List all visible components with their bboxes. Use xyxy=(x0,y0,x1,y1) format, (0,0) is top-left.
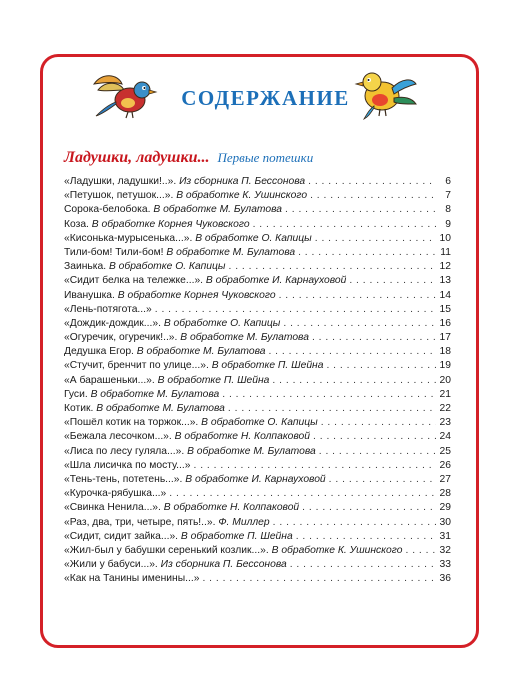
toc-entry[interactable] xyxy=(64,572,451,586)
toc-leader-dots xyxy=(326,359,436,373)
toc-leader-dots xyxy=(315,232,436,246)
section-title: Ладушки, ладушки... xyxy=(64,149,210,166)
toc-entry[interactable] xyxy=(64,374,451,388)
toc-entry[interactable] xyxy=(64,331,451,345)
toc-entry-author: Ф. Миллер xyxy=(218,516,270,528)
toc-entry[interactable] xyxy=(64,430,451,444)
toc-entry-title: «Раз, два, три, четыре, пять!..». xyxy=(64,516,216,528)
toc-entry[interactable] xyxy=(64,175,451,189)
page-title: СОДЕРЖАНИЕ xyxy=(181,86,350,110)
toc-leader-dots xyxy=(310,189,436,203)
toc-page-number: 9 xyxy=(445,218,451,230)
toc-entry-author: Из сборника П. Бессонова xyxy=(160,559,287,571)
toc-page-number: 6 xyxy=(445,176,451,187)
toc-page-number: 19 xyxy=(439,360,451,372)
toc-entry[interactable] xyxy=(64,530,451,544)
toc-entry-author: В обработке П. Шейна xyxy=(211,360,324,372)
toc-page-number: 21 xyxy=(439,388,451,400)
toc-leader-dots xyxy=(290,558,436,572)
toc-page-number: 13 xyxy=(439,275,451,287)
toc-entry-author: В обработке Корнея Чуковского xyxy=(117,289,276,301)
toc-entry-author: В обработке О. Капицы xyxy=(201,417,318,429)
toc-leader-dots xyxy=(279,289,436,303)
toc-leader-dots xyxy=(253,218,436,232)
toc-entry[interactable] xyxy=(64,345,451,359)
toc-entry[interactable] xyxy=(64,189,451,203)
toc-leader-dots xyxy=(321,416,436,430)
toc-entry[interactable] xyxy=(64,218,451,232)
toc-page-number: 28 xyxy=(439,488,451,500)
toc-page-number: 30 xyxy=(439,516,451,528)
toc-entry-title: Сорока-белобока. xyxy=(64,204,151,216)
toc-entry[interactable] xyxy=(64,416,451,430)
toc-entry[interactable] xyxy=(64,487,451,501)
toc-entry-author: В обработке И. Карнауховой xyxy=(205,275,347,287)
toc-entry[interactable] xyxy=(64,274,451,288)
toc-page-number: 20 xyxy=(439,374,451,386)
toc-entry-title: «Жили у бабуси...». xyxy=(64,559,158,571)
toc-entry-title: «Как на Танины именины...» xyxy=(64,573,200,585)
toc-entry-title: Коза. xyxy=(64,218,89,230)
toc-entry-title: «Дождик-дождик...». xyxy=(64,317,161,329)
toc-entry[interactable] xyxy=(64,289,451,303)
toc-entry-author: В обработке М. Булатова xyxy=(136,346,266,358)
toc-leader-dots xyxy=(273,516,436,530)
toc-entry[interactable] xyxy=(64,359,451,373)
toc-entry-title: Гуси. xyxy=(64,388,88,400)
toc-entry-author: В обработке Н. Колпаковой xyxy=(174,431,311,443)
toc-entry[interactable] xyxy=(64,516,451,530)
toc-leader-dots xyxy=(169,487,436,501)
toc-page-number: 18 xyxy=(439,346,451,358)
toc-leader-dots xyxy=(405,544,436,558)
toc-page-number: 15 xyxy=(439,303,451,315)
toc-entry[interactable] xyxy=(64,501,451,515)
toc-page-number: 32 xyxy=(439,544,451,556)
toc-entry-author: В обработке П. Шейна xyxy=(180,530,293,542)
toc-entry[interactable] xyxy=(64,388,451,402)
toc-entry-author: Из сборника П. Бессонова xyxy=(179,176,306,187)
toc-entry-author: В обработке М. Булатова xyxy=(187,445,316,457)
toc-entry-title: «Свинка Ненила...». xyxy=(64,502,161,514)
toc-leader-dots xyxy=(329,473,436,487)
toc-entry-title: Иванушка. xyxy=(64,289,115,301)
toc-leader-dots xyxy=(302,501,436,515)
toc-page-number: 31 xyxy=(439,530,451,542)
toc-page-number: 36 xyxy=(439,573,451,585)
toc-entry-title: «Шла лисичка по мосту...» xyxy=(64,459,191,471)
toc-entry[interactable] xyxy=(64,459,451,473)
toc-entry-author: В обработке М. Булатова xyxy=(96,403,225,414)
toc-leader-dots xyxy=(222,388,436,402)
toc-entry-title: Котик. xyxy=(64,403,94,414)
toc-entry[interactable] xyxy=(64,402,451,416)
toc-leader-dots xyxy=(296,530,436,544)
toc-leader-dots xyxy=(272,374,436,388)
toc-leader-dots xyxy=(298,246,436,260)
toc-leader-dots xyxy=(193,459,436,473)
toc-page-number: 16 xyxy=(439,317,451,329)
toc-entry-author: В обработке И. Карнауховой xyxy=(185,473,326,485)
toc-entry[interactable] xyxy=(64,246,451,260)
toc-leader-dots xyxy=(312,331,436,345)
toc-entry-title: «А барашеньки...». xyxy=(64,374,155,386)
toc-leader-dots xyxy=(285,203,436,217)
toc-entry-author: В обработке Н. Колпаковой xyxy=(163,502,300,514)
toc-entry-author: В обработке М. Булатова xyxy=(166,246,296,258)
toc-page-number: 26 xyxy=(439,459,451,471)
toc-page-number: 33 xyxy=(439,559,451,571)
toc-entry[interactable] xyxy=(64,232,451,246)
toc-entry-title: Заинька. xyxy=(64,261,107,273)
toc-leader-dots xyxy=(308,175,436,189)
section-header xyxy=(64,149,313,167)
toc-entry-title: Тили-бом! Тили-бом! xyxy=(64,246,164,258)
toc-page-number: 7 xyxy=(445,190,451,202)
toc-leader-dots xyxy=(283,317,436,331)
toc-entry-title: «Огуречик, огуречик!..». xyxy=(64,332,178,344)
toc-leader-dots xyxy=(268,345,436,359)
toc-entry-author: В обработке О. Капицы xyxy=(195,232,312,244)
toc-entry[interactable] xyxy=(64,473,451,487)
toc-entry[interactable] xyxy=(64,203,451,217)
toc-page-number: 8 xyxy=(445,204,451,216)
toc-entry[interactable] xyxy=(64,317,451,331)
toc-page-number: 14 xyxy=(439,289,451,301)
toc-entry-title: «Лиса по лесу гуляла...». xyxy=(64,445,185,457)
toc-entry-author: В обработке М. Булатова xyxy=(180,332,309,344)
toc-entry-author: В обработке О. Капицы xyxy=(163,317,281,329)
toc-page-number: 22 xyxy=(439,403,451,414)
toc-leader-dots xyxy=(202,572,436,586)
toc-page-number: 24 xyxy=(439,431,451,443)
toc-leader-dots xyxy=(228,260,436,274)
toc-entry[interactable] xyxy=(64,544,451,558)
toc-page-number: 23 xyxy=(439,417,451,429)
toc-entry-title: «Лень-потягота...» xyxy=(64,303,152,315)
toc-entry-title: «Сидит белка на тележке...». xyxy=(64,275,204,287)
toc-leader-dots xyxy=(313,430,436,444)
toc-leader-dots xyxy=(319,445,436,459)
toc-leader-dots xyxy=(155,303,436,317)
toc-entry-author: В обработке Корнея Чуковского xyxy=(91,218,250,230)
toc-entry[interactable] xyxy=(64,558,451,572)
toc-leader-dots xyxy=(349,274,436,288)
toc-entry-title: Дедушка Егор. xyxy=(64,346,134,358)
toc-page-number: 17 xyxy=(439,332,451,344)
toc-entry-author: В обработке М. Булатова xyxy=(90,388,220,400)
section-subtitle: Первые потешки xyxy=(217,150,314,165)
toc-page-number: 29 xyxy=(439,502,451,514)
table-of-contents xyxy=(64,175,451,586)
toc-page-number: 25 xyxy=(439,445,451,457)
toc-page-number: 27 xyxy=(439,473,451,485)
toc-entry-author: В обработке К. Ушинского xyxy=(271,544,403,556)
toc-leader-dots xyxy=(228,402,436,416)
toc-entry[interactable] xyxy=(64,260,451,274)
toc-entry-author: В обработке М. Булатова xyxy=(153,204,282,216)
toc-entry-title: «Ладушки, ладушки!..». xyxy=(64,176,177,187)
toc-entry-title: «Пошёл котик на торжок...». xyxy=(64,417,199,429)
toc-entry-author: В обработке К. Ушинского xyxy=(176,190,308,202)
toc-page-number: 12 xyxy=(439,261,451,273)
toc-entry-title: «Стучит, бренчит по улице...». xyxy=(64,360,209,372)
toc-entry-title: «Курочка-рябушка...» xyxy=(64,488,167,500)
toc-entry-title: «Кисонька-мурысенька...». xyxy=(64,232,193,244)
toc-entry-title: «Бежала лесочком...». xyxy=(64,431,172,443)
toc-entry-title: «Тень-тень, потетень...». xyxy=(64,473,183,485)
toc-entry[interactable] xyxy=(64,303,451,317)
toc-entry-title: «Жил-был у бабушки серенький козлик...». xyxy=(64,544,269,556)
toc-entry-author: В обработке П. Шейна xyxy=(157,374,270,386)
toc-entry-title: «Сидит, сидит зайка...». xyxy=(64,530,179,542)
toc-page-number: 10 xyxy=(439,232,451,244)
toc-entry-author: В обработке О. Капицы xyxy=(108,261,226,273)
toc-page-number: 11 xyxy=(440,246,451,258)
toc-entry[interactable] xyxy=(64,445,451,459)
toc-entry-title: «Петушок, петушок...». xyxy=(64,190,174,202)
